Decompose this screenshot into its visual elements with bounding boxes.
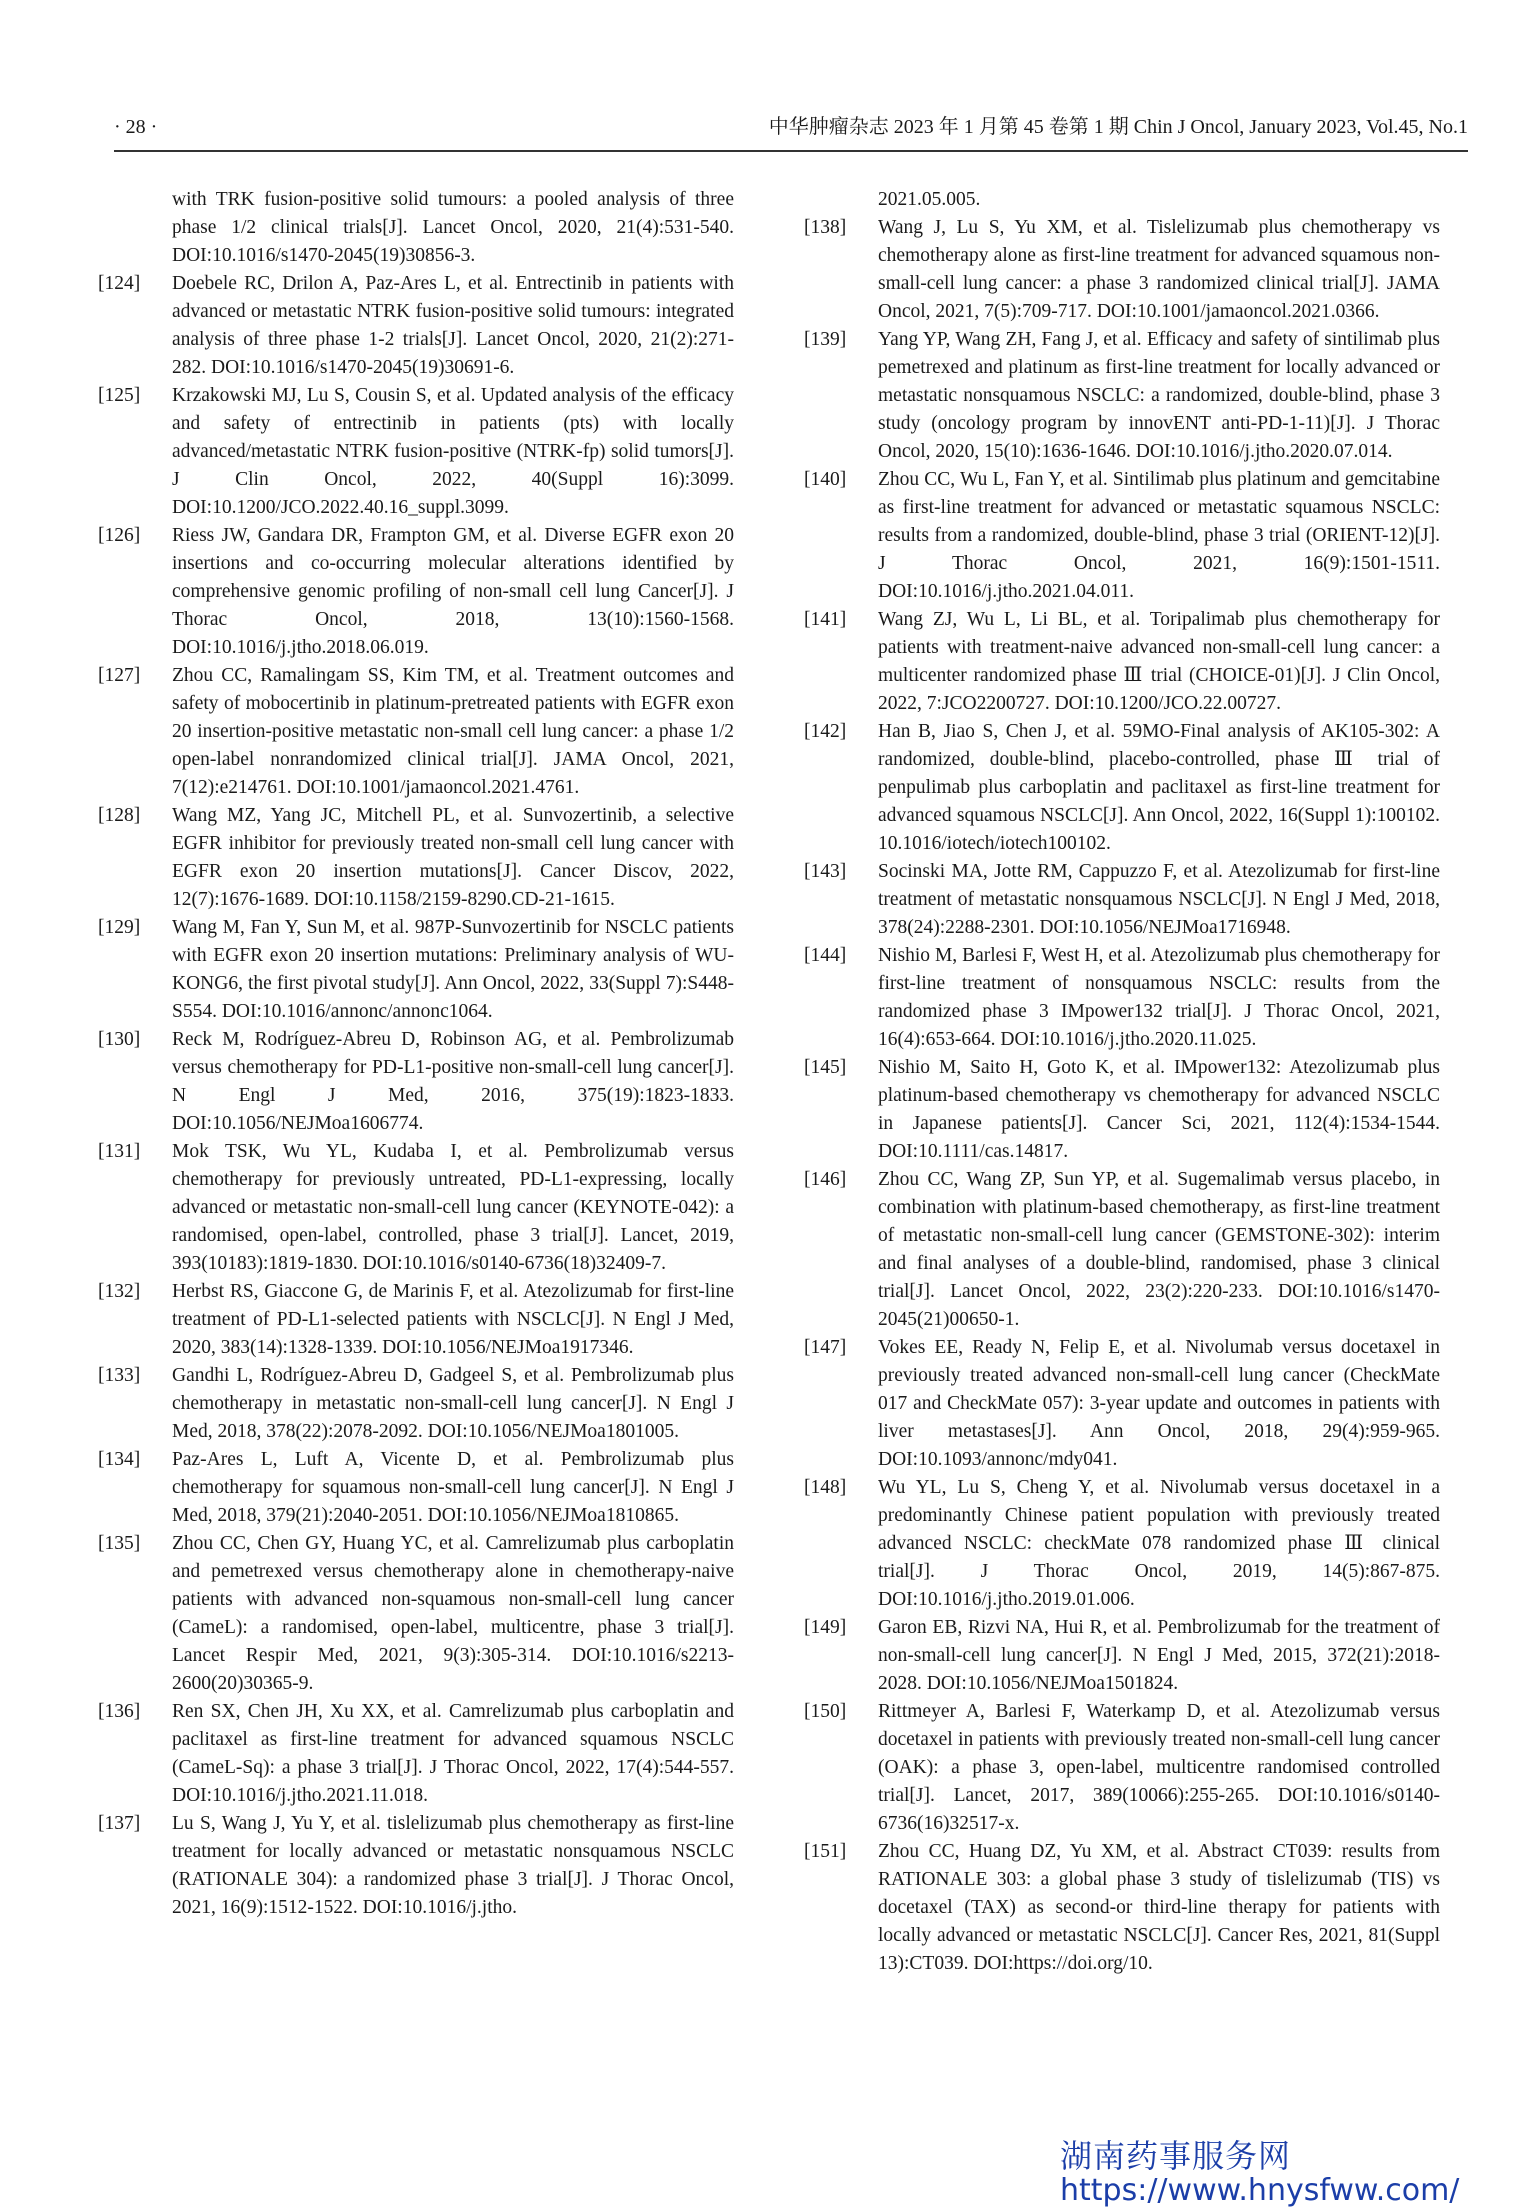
reference-entry <box>804 1474 1440 1614</box>
reference-entry <box>98 1446 734 1530</box>
reference-text: Garon EB, Rizvi NA, Hui R, et al. Pembrolizumab for the treatment of non-small-cell lung cancer[J]. N Engl J Med, 2015, 372(21):2018-2028. DOI:10.1056/NEJMoa1501824. <box>878 1617 1440 1694</box>
reference-entry <box>804 1166 1440 1334</box>
reference-number: [133] <box>98 1365 141 1386</box>
reference-text: Krzakowski MJ, Lu S, Cousin S, et al. Updated analysis of the efficacy and safety of entrectinib in patients (pts) with locally advanced/metastatic NTRK fusion-positive (NTRK-fp) solid tumors[J]. J Clin Oncol, 2022, 40(Suppl 16):3099. DOI:10.1200/JCO.2022.40.16_suppl.3099. <box>172 385 734 518</box>
reference-number: [124] <box>98 273 141 294</box>
reference-entry <box>98 1278 734 1362</box>
reference-entry <box>98 802 734 914</box>
reference-text: Lu S, Wang J, Yu Y, et al. tislelizumab plus chemotherapy as first-line treatment for locally advanced or metastatic nonsquamous NSCLC (RATIONALE 304): a randomized phase 3 trial[J]. J Thorac Oncol, 2021, 16(9):1512-1522. DOI:10.1016/j.jtho. <box>172 1813 734 1918</box>
reference-number: [134] <box>98 1449 141 1470</box>
reference-entry <box>98 382 734 522</box>
reference-text: 2021.05.005. <box>878 189 981 210</box>
reference-text: Zhou CC, Ramalingam SS, Kim TM, et al. Treatment outcomes and safety of mobocertinib in platinum-pretreated patients with EGFR exon 20 insertion-positive metastatic non-small cell lung cancer: a phase 1/2 open-label nonrandomized clinical trial[J]. JAMA Oncol, 2021, 7(12):e214761. DOI:10.1001/jamaoncol.2021.4761. <box>172 665 734 798</box>
reference-number: [131] <box>98 1141 141 1162</box>
watermark-url[interactable]: https://www.hnysfww.com/ <box>1060 2173 1460 2208</box>
page-number: · 28 · <box>114 116 158 138</box>
reference-number: [148] <box>804 1477 847 1498</box>
reference-entry <box>98 1026 734 1138</box>
reference-number: [135] <box>98 1533 141 1554</box>
watermark-site-name: 湖南药事服务网 <box>1060 2137 1292 2175</box>
reference-number: [145] <box>804 1057 847 1078</box>
reference-entry <box>804 606 1440 718</box>
reference-number: [138] <box>804 217 847 238</box>
reference-text: Reck M, Rodríguez-Abreu D, Robinson AG, et al. Pembrolizumab versus chemotherapy for PD-L1-positive non-small-cell lung cancer[J]. N Engl J Med, 2016, 375(19):1823-1833. DOI:10.1056/NEJMoa1606774. <box>172 1029 734 1134</box>
reference-text: Yang YP, Wang ZH, Fang J, et al. Efficacy and safety of sintilimab plus pemetrexed and platinum as first-line treatment for locally advanced or metastatic nonsquamous NSCLC: a randomized, double-blind, phase 3 study (oncology program by innovENT anti-PD-1-11)[J]. J Thorac Oncol, 2020, 15(10):1636-1646. DOI:10.1016/j.jtho.2020.07.014. <box>878 329 1440 462</box>
reference-text: Zhou CC, Huang DZ, Yu XM, et al. Abstract CT039: results from RATIONALE 303: a global phase 3 study of tislelizumab (TIS) vs docetaxel (TAX) as second-or third-line therapy for patients with locally advanced or metastatic NSCLC[J]. Cancer Res, 2021, 81(Suppl 13):CT039. DOI:https://doi.org/10. <box>878 1841 1440 1974</box>
reference-number: [129] <box>98 917 141 938</box>
reference-text: Ren SX, Chen JH, Xu XX, et al. Camrelizumab plus carboplatin and paclitaxel as first-line treatment for advanced squamous NSCLC (CameL-Sq): a phase 3 trial[J]. J Thorac Oncol, 2022, 17(4):544-557. DOI:10.1016/j.jtho.2021.11.018. <box>172 1701 734 1806</box>
reference-text: Mok TSK, Wu YL, Kudaba I, et al. Pembrolizumab versus chemotherapy for previously untreated, PD-L1-expressing, locally advanced or metastatic non-small-cell lung cancer (KEYNOTE-042): a randomised, open-label, controlled, phase 3 trial[J]. Lancet, 2019, 393(10183):1819-1830. DOI:10.1016/s0140-6736(18)32409-7. <box>172 1141 734 1274</box>
reference-text: Zhou CC, Wu L, Fan Y, et al. Sintilimab plus platinum and gemcitabine as first-line treatment for advanced or metastatic squamous NSCLC: results from a randomized, double-blind, phase 3 trial (ORIENT-12)[J]. J Thorac Oncol, 2021, 16(9):1501-1511. DOI:10.1016/j.jtho.2021.04.011. <box>878 469 1440 602</box>
reference-number: [128] <box>98 805 141 826</box>
reference-number: [136] <box>98 1701 141 1722</box>
reference-text: Wang M, Fan Y, Sun M, et al. 987P-Sunvozertinib for NSCLC patients with EGFR exon 20 insertion mutations: Preliminary analysis of WU-KONG6, the first pivotal study[J]. Ann Oncol, 2022, 33(Suppl 7):S448-S554. DOI:10.1016/annonc/annonc1064. <box>172 917 734 1022</box>
reference-number: [130] <box>98 1029 141 1050</box>
reference-text: Gandhi L, Rodríguez-Abreu D, Gadgeel S, et al. Pembrolizumab plus chemotherapy in metastatic non-small-cell lung cancer[J]. N Engl J Med, 2018, 378(22):2078-2092. DOI:10.1056/NEJMoa1801005. <box>172 1365 734 1442</box>
reference-entry <box>804 1698 1440 1838</box>
reference-text: Socinski MA, Jotte RM, Cappuzzo F, et al. Atezolizumab for first-line treatment of metastatic nonsquamous NSCLC[J]. N Engl J Med, 2018, 378(24):2288-2301. DOI:10.1056/NEJMoa1716948. <box>878 861 1440 938</box>
reference-text: Vokes EE, Ready N, Felip E, et al. Nivolumab versus docetaxel in previously treated advanced non-small-cell lung cancer (CheckMate 017 and CheckMate 057): 3-year update and outcomes in patients with liver metastases[J]. Ann Oncol, 2018, 29(4):959-965. DOI:10.1093/annonc/mdy041. <box>878 1337 1440 1470</box>
reference-text: Doebele RC, Drilon A, Paz-Ares L, et al. Entrectinib in patients with advanced or metastatic NTRK fusion-positive solid tumours: integrated analysis of three phase 1-2 trials[J]. Lancet Oncol, 2020, 21(2):271-282. DOI:10.1016/s1470-2045(19)30691-6. <box>172 273 734 378</box>
reference-entry <box>98 662 734 802</box>
reference-text: Han B, Jiao S, Chen J, et al. 59MO-Final analysis of AK105-302: A randomized, double-blind, placebo-controlled, phase Ⅲ trial of penpulimab plus carboplatin and paclitaxel as first-line treatment for advanced squamous NSCLC[J]. Ann Oncol, 2022, 16(Suppl 1):100102. 10.1016/iotech/iotech100102. <box>878 721 1440 854</box>
reference-entry <box>98 1698 734 1810</box>
reference-number: [127] <box>98 665 141 686</box>
reference-text: Wu YL, Lu S, Cheng Y, et al. Nivolumab versus docetaxel in a predominantly Chinese patient population with previously treated advanced NSCLC: checkMate 078 randomized phase Ⅲ clinical trial[J]. J Thorac Oncol, 2019, 14(5):867-875. DOI:10.1016/j.jtho.2019.01.006. <box>878 1477 1440 1610</box>
reference-number: [149] <box>804 1617 847 1638</box>
reference-entry <box>804 942 1440 1054</box>
reference-number: [126] <box>98 525 141 546</box>
reference-entry <box>804 858 1440 942</box>
reference-text: Wang J, Lu S, Yu XM, et al. Tislelizumab plus chemotherapy vs chemotherapy alone as first-line treatment for advanced squamous non-small-cell lung cancer: a phase 3 randomized clinical trial[J]. JAMA Oncol, 2021, 7(5):709-717. DOI:10.1001/jamaoncol.2021.0366. <box>878 217 1440 322</box>
reference-text: Nishio M, Saito H, Goto K, et al. IMpower132: Atezolizumab plus platinum-based chemotherapy vs chemotherapy for advanced NSCLC in Japanese patients[J]. Cancer Sci, 2021, 112(4):1534-1544. DOI:10.1111/cas.14817. <box>878 1057 1440 1162</box>
watermark <box>1060 2138 1459 2208</box>
journal-title: 中华肿瘤杂志 2023 年 1 月第 45 卷第 1 期 Chin J Oncol, January 2023, Vol.45, No.1 <box>768 116 1468 138</box>
reference-entry <box>804 1054 1440 1166</box>
reference-number: [132] <box>98 1281 141 1302</box>
reference-number: [141] <box>804 609 847 630</box>
reference-text: with TRK fusion-positive solid tumours: a pooled analysis of three phase 1/2 clinical trials[J]. Lancet Oncol, 2020, 21(4):531-540. DOI:10.1016/s1470-2045(19)30856-3. <box>172 189 734 266</box>
reference-number: [139] <box>804 329 847 350</box>
reference-entry <box>98 1810 734 1922</box>
reference-number: [151] <box>804 1841 847 1862</box>
reference-text: Nishio M, Barlesi F, West H, et al. Atezolizumab plus chemotherapy for first-line treatment of nonsquamous NSCLC: results from the randomized phase 3 IMpower132 trial[J]. J Thorac Oncol, 2021, 16(4):653-664. DOI:10.1016/j.jtho.2020.11.025. <box>878 945 1440 1050</box>
reference-text: Wang MZ, Yang JC, Mitchell PL, et al. Sunvozertinib, a selective EGFR inhibitor for previously treated non-small cell lung cancer with EGFR exon 20 insertion mutations[J]. Cancer Discov, 2022, 12(7):1676-1689. DOI:10.1158/2159-8290.CD-21-1615. <box>172 805 734 910</box>
reference-number: [144] <box>804 945 847 966</box>
reference-number: [147] <box>804 1337 847 1358</box>
reference-text: Zhou CC, Wang ZP, Sun YP, et al. Sugemalimab versus placebo, in combination with platinum-based chemotherapy, as first-line treatment of metastatic non-small-cell lung cancer (GEMSTONE-302): interim and final analyses of a double-blind, randomised, phase 3 clinical trial[J]. Lancet Oncol, 2022, 23(2):220-233. DOI:10.1016/s1470-2045(21)00650-1. <box>878 1169 1440 1330</box>
reference-number: [150] <box>804 1701 847 1722</box>
reference-number: [143] <box>804 861 847 882</box>
reference-entry <box>98 1530 734 1698</box>
reference-text: Paz-Ares L, Luft A, Vicente D, et al. Pembrolizumab plus chemotherapy for squamous non-small-cell lung cancer[J]. N Engl J Med, 2018, 379(21):2040-2051. DOI:10.1056/NEJMoa1810865. <box>172 1449 734 1526</box>
reference-entry <box>98 1362 734 1446</box>
reference-entry <box>804 214 1440 326</box>
reference-number: [142] <box>804 721 847 742</box>
page-header <box>114 110 1468 152</box>
reference-entry <box>98 522 734 662</box>
reference-entry <box>804 718 1440 858</box>
reference-text: Zhou CC, Chen GY, Huang YC, et al. Camrelizumab plus carboplatin and pemetrexed versus chemotherapy alone in chemotherapy-naive patients with advanced non-squamous non-small-cell lung cancer (CameL): a randomised, open-label, multicentre, phase 3 trial[J]. Lancet Respir Med, 2021, 9(3):305-314. DOI:10.1016/s2213-2600(20)30365-9. <box>172 1533 734 1694</box>
reference-number: [140] <box>804 469 847 490</box>
reference-entry <box>804 1614 1440 1698</box>
reference-entry <box>804 326 1440 466</box>
reference-entry <box>804 186 1440 214</box>
left-column-references <box>98 186 734 1922</box>
reference-entry <box>804 1334 1440 1474</box>
reference-number: [146] <box>804 1169 847 1190</box>
reference-text: Wang ZJ, Wu L, Li BL, et al. Toripalimab plus chemotherapy for patients with treatment-naive advanced non-small-cell lung cancer: a multicenter randomized phase Ⅲ trial (CHOICE-01)[J]. J Clin Oncol, 2022, 7:JCO2200727. DOI:10.1200/JCO.22.00727. <box>878 609 1440 714</box>
reference-number: [125] <box>98 385 141 406</box>
reference-entry <box>98 1138 734 1278</box>
reference-entry <box>804 1838 1440 1978</box>
reference-entry <box>98 914 734 1026</box>
reference-text: Riess JW, Gandara DR, Frampton GM, et al. Diverse EGFR exon 20 insertions and co-occurring molecular alterations identified by comprehensive genomic profiling of non-small cell lung Cancer[J]. J Thorac Oncol, 2018, 13(10):1560-1568. DOI:10.1016/j.jtho.2018.06.019. <box>172 525 734 658</box>
reference-entry <box>804 466 1440 606</box>
reference-text: Herbst RS, Giaccone G, de Marinis F, et al. Atezolizumab for first-line treatment of PD-L1-selected patients with NSCLC[J]. N Engl J Med, 2020, 383(14):1328-1339. DOI:10.1056/NEJMoa1917346. <box>172 1281 734 1358</box>
right-column-references <box>804 186 1440 1978</box>
reference-text: Rittmeyer A, Barlesi F, Waterkamp D, et al. Atezolizumab versus docetaxel in patients with previously treated non-small-cell lung cancer (OAK): a phase 3, open-label, multicentre randomised controlled trial[J]. Lancet, 2017, 389(10066):255-265. DOI:10.1016/s0140-6736(16)32517-x. <box>878 1701 1440 1834</box>
reference-entry <box>98 186 734 270</box>
reference-entry <box>98 270 734 382</box>
reference-number: [137] <box>98 1813 141 1834</box>
